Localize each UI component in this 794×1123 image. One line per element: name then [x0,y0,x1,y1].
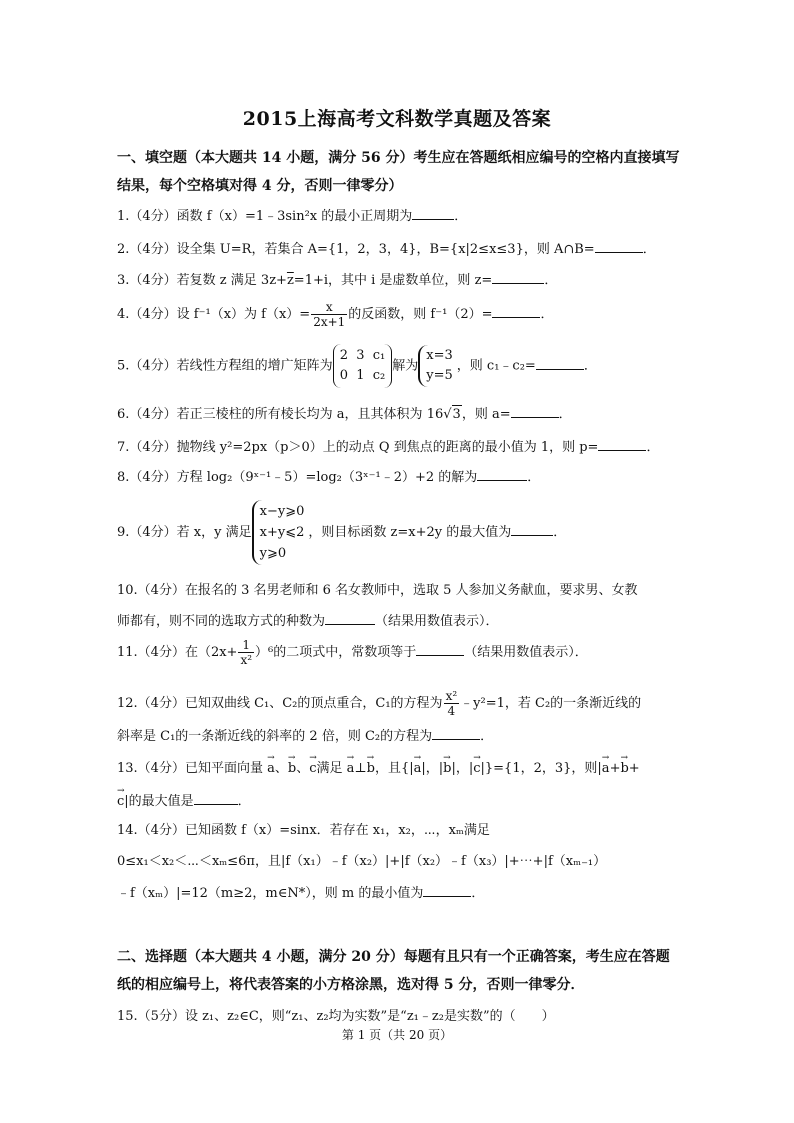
q4-answer-blank[interactable] [492,305,540,318]
q1-end: ． [454,209,468,224]
q5-augmented-matrix [333,344,393,388]
question-14-line-2: 0≤x₁＜x₂＜⋯＜xₘ≤6π，且|f（x₁）﹣f（x₂）|+|f（x₂）﹣f（x₃）|+⋯+|f（xₘ₋₁） [117,854,607,869]
q4-denominator: 2x+1 [313,315,346,329]
q11-end: （结果用数值表示）． [464,645,588,660]
q8-text: 8.（4分）方程 log₂（9ˣ⁻¹﹣5）=log₂（3ˣ⁻¹﹣2）+2 的解为 [117,470,478,485]
q9-constraint-system [252,500,309,565]
vector-a: → a [347,760,355,778]
q9-answer-blank[interactable] [511,523,553,536]
q2-answer-blank[interactable] [595,240,643,253]
q9-constraint-1: x−y⩾0 [259,504,305,519]
question-11 [117,638,588,667]
q5-text: 5.（4分）若线性方程组的增广矩阵为 [117,358,333,374]
vector-b: → b [620,760,628,778]
q13-text-10: + [609,761,621,776]
vector-c: → c [309,760,316,778]
q5-answer-blank[interactable] [536,357,584,370]
question-10-line-1: 10.（4分）在报名的 3 名男老师和 6 名女教师中，选取 5 人参加义务献血，要求男、女教 [117,583,638,598]
q13-text-9: |}={1，2，3}，则| [480,761,602,776]
question-15: 15.（5分）设 z₁、z₂∈C，则“z₁、z₂均为实数”是“z₁﹣z₂是实数”的（ ） [117,1009,555,1024]
q5-eq-1: x=3 [426,348,453,363]
question-14-line-3 [117,884,484,903]
question-12-line-2 [117,727,493,746]
q13-text-6: ，且{| [374,761,414,776]
q13-text-11: + [628,761,640,776]
q4-fraction [311,300,347,329]
q7-end: ． [646,440,660,455]
question-13-line-2 [117,792,251,811]
q13-text-3: 、 [296,761,310,776]
q2-text: 2.（4分）设全集 U=R，若集合 A={1，2，3，4}，B={x|2≤x≤3}，则 A∩B= [117,242,595,257]
q8-answer-blank[interactable] [477,468,527,481]
vector-c: → c [473,760,480,778]
q14-answer-blank[interactable] [423,884,471,897]
q11-text: 11.（4分）在（2x+ [117,645,238,660]
vector-a: → a [267,760,275,778]
page-title: 2015上海高考文科数学真题及答案 [242,108,552,130]
q13-text-7: |，| [421,761,444,776]
q3-conjugate: $\overline{z}$ [286,273,294,288]
question-14-line-1: 14.（4分）已知函数 f（x）=sinx．若存在 x₁，x₂，⋯，xₘ满足 [117,823,490,838]
q13-answer-blank[interactable] [194,792,238,805]
q12-text-2: 斜率是 C₁的一条渐近线的斜率的 2 倍，则 C₂的方程为 [117,729,433,744]
q5-matrix-row-2: 0 1 c₂ [339,368,386,383]
q13-end: ． [237,794,251,809]
question-9 [117,500,566,565]
q4-text: 4.（4分）设 f⁻¹（x）为 f（x）= [117,307,311,322]
q12-text-mid: ﹣y²=1，若 C₂的一条渐近线的 [460,696,642,711]
q11-numerator: 1 [238,638,254,653]
q7-answer-blank[interactable] [598,438,646,451]
q1-answer-blank[interactable] [412,207,454,220]
sqrt-symbol: √ [443,407,452,422]
vector-a: → a [602,760,610,778]
q10-text: 师都有，则不同的选取方式的种数为 [117,614,326,629]
q5-eq-2: y=5 [426,368,453,383]
q13-text-12: |的最大值是 [124,794,194,809]
question-12-line-1 [117,689,641,718]
q14-end: ． [471,886,485,901]
q12-denominator: 4 [447,704,456,718]
question-4 [117,300,554,329]
q12-numerator: x² [445,689,458,703]
question-2 [117,240,656,259]
vector-c: → c [117,793,124,811]
q10-answer-blank[interactable] [325,612,375,625]
vector-b: → b [288,760,296,778]
q9-constraint-3: y⩾0 [259,546,287,561]
question-13-line-1 [117,760,640,778]
q4-text-mid: 的反函数，则 f⁻¹（2）= [348,307,493,322]
q11-fraction [238,638,254,667]
q8-end: ． [527,470,541,485]
q3-text-mid: =1+i，其中 i 是虚数单位，则 z= [293,273,493,288]
q6-text: 6.（4分）若正三棱柱的所有棱长均为 a，且其体积为 16 [117,407,444,422]
question-3 [117,271,557,290]
q2-end: ． [642,242,656,257]
vector-b: → b [443,760,451,778]
q13-text-8: |，| [451,761,474,776]
question-10-line-2 [117,612,499,631]
q5-matrix-row-1: 2 3 c₁ [339,348,386,363]
q5-end: ． [583,358,597,374]
q13-text-1: 13.（4分）已知平面向量 [117,761,268,776]
q3-text: 3.（4分）若复数 z 满足 3z+ [117,273,287,288]
q13-text-2: 、 [274,761,288,776]
q5-solution-system [418,345,457,387]
q6-answer-blank[interactable] [511,405,559,418]
q11-text-mid: ）⁶的二项式中，常数项等于 [255,645,417,660]
q3-answer-blank[interactable] [492,271,544,284]
q13-text-4: 满足 [316,761,347,776]
q12-end: ． [480,729,494,744]
q10-end: （结果用数值表示）． [375,614,499,629]
q9-text-mid: ，则目标函数 z=x+2y 的最大值为 [308,525,512,540]
q11-answer-blank[interactable] [416,643,464,656]
vector-b: → b [367,760,375,778]
q6-radicand: 3 [452,407,461,422]
q12-text: 12.（4分）已知双曲线 C₁、C₂的顶点重合，C₁的方程为 [117,696,443,711]
question-6 [117,405,572,424]
q11-denominator: x² [240,653,253,667]
q3-end: ． [544,273,558,288]
question-1 [117,207,467,226]
q9-text: 9.（4分）若 x，y 满足 [117,525,252,540]
section-1-heading: 一、填空题（本大题共 14 小题，满分 56 分）考生应在答题纸相应编号的空格内直接填写结果，每个空格填对得 4 分，否则一律零分） [117,150,680,194]
q12-answer-blank[interactable] [432,727,480,740]
q4-end: ． [540,307,554,322]
q4-numerator: x [311,300,347,315]
question-7 [117,438,659,457]
vector-a: → a [414,760,422,778]
section-2-heading: 二、选择题（本大题共 4 小题，满分 20 分）每题有且只有一个正确答案，考生应在答题纸的相应编号上，将代表答案的小方格涂黑，选对得 5 分，否则一律零分． [117,949,670,993]
q13-text-5: ⊥ [354,761,367,776]
question-8 [117,468,540,487]
page-footer: 第 1 页（共 20 页） [341,1028,453,1042]
q14-text: ﹣f（xₘ）|=12（m≥2，m∈N*），则 m 的最小值为 [117,886,424,901]
q12-fraction [444,689,460,718]
q6-text-mid: ，则 a= [461,407,511,422]
q7-text: 7.（4分）抛物线 y²=2px（p＞0）上的动点 Q 到焦点的距离的最小值为 1，则 p= [117,440,599,455]
q6-end: ． [558,407,572,422]
q5-text-mid: 解为 [392,358,419,374]
q5-text-tail: ，则 c₁﹣c₂= [456,358,536,374]
q1-text: 1.（4分）函数 f（x）=1﹣3sin²x 的最小正周期为 [117,209,413,224]
q9-constraint-2: x+y⩽2 [259,525,305,540]
question-5 [117,344,597,388]
q9-end: ． [553,525,567,540]
